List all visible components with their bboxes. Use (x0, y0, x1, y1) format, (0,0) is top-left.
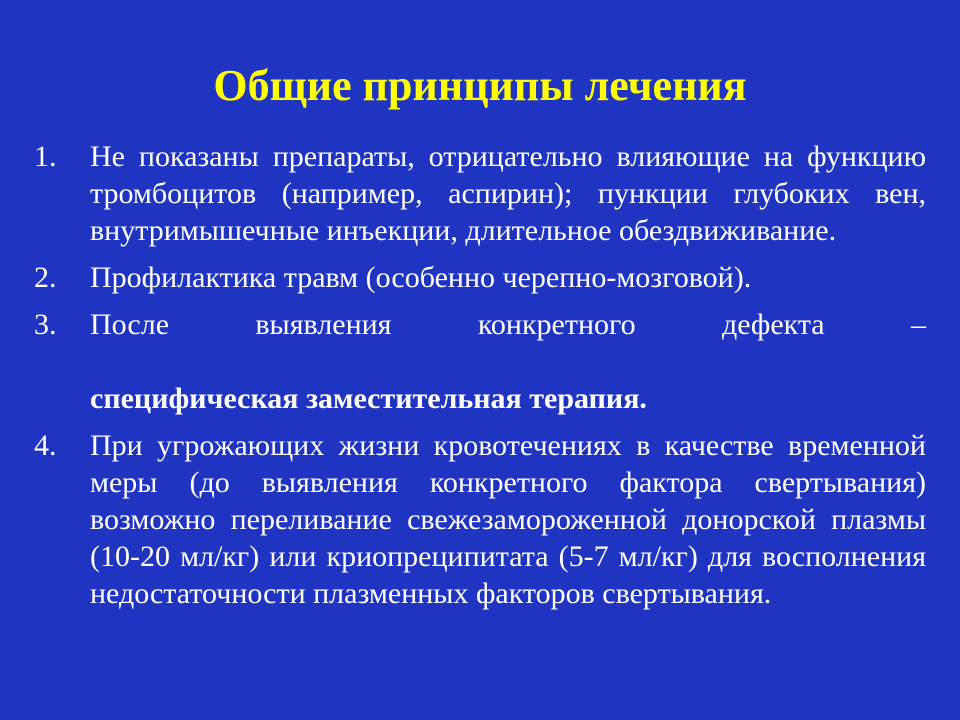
list-item-number: 3. (34, 308, 57, 341)
list-item-1 (28, 138, 926, 249)
list-item-number: 4. (34, 429, 57, 462)
slide-title: Общие принципы лечения (213, 61, 747, 110)
list-item-3 (28, 306, 926, 417)
list-item-number: 2. (34, 261, 57, 294)
treatment-principles-list (28, 138, 926, 622)
list-item-2 (28, 259, 926, 296)
list-item-text: Профилактика травм (особенно черепно-мозговой). (90, 261, 752, 294)
list-item-text: При угрожающих жизни кровотечениях в качестве временной меры (до выявления конкретного фактора свертывания) возможно переливание свежезамороженной донорской плазмы (10-20 мл/кг) или криопреципитата (5-7 мл/кг) для восполнения недостаточности плазменных факторов свертывания. (90, 429, 926, 610)
list-item-text: Не показаны препараты, отрицательно влияющие на функцию тромбоцитов (например, аспирин); пункции глубоких вен, внутримышечные инъекции, длительное обездвиживание. (90, 140, 926, 247)
list-item-number: 1. (34, 140, 57, 173)
list-item-4 (28, 427, 926, 612)
list-item-text: После выявления конкретного дефекта – (90, 308, 926, 341)
list-item-bold-text: специфическая заместительная терапия. (90, 382, 647, 415)
